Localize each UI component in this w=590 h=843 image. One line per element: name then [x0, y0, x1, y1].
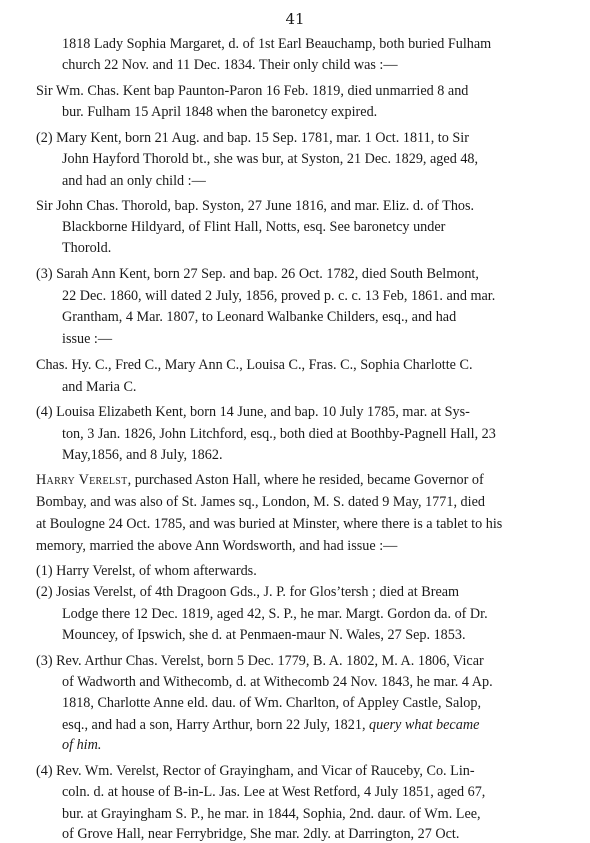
- text-line: issue :—: [62, 331, 113, 347]
- text-line: Chas. Hy. C., Fred C., Mary Ann C., Louisa C., Fras. C., Sophia Charlotte C.: [36, 357, 473, 373]
- line-text: 1818, Charlotte Anne eld. dau. of Wm. Charlton, of Appley Castle, Salop,: [62, 695, 481, 711]
- text-line: [62, 736, 101, 754]
- text-line: of Wadworth and Withecomb, d. at Withecomb 24 Nov. 1843, he mar. 4 Ap.: [62, 674, 493, 690]
- text-line: May,1856, and 8 July, 1862.: [62, 447, 223, 463]
- text-line: Sir Wm. Chas. Kent bap Paunton-Paron 16 Feb. 1819, died unmarried 8 and: [36, 83, 469, 99]
- text-line: memory, married the above Ann Wordsworth, and had issue :—: [36, 538, 398, 554]
- small-caps-name: Harry Verelst: [36, 472, 128, 488]
- text-line: (4) Louisa Elizabeth Kent, born 14 June, and bap. 10 July 1785, mar. at Sys-: [36, 404, 470, 420]
- text-line: bur. at Grayingham S. P., he mar. in 1844, Sophia, 2nd. daur. of Wm. Lee,: [62, 806, 481, 822]
- text-line: Grantham, 4 Mar. 1807, to Leonard Walbanke Childers, esq., and had: [62, 309, 457, 325]
- text-line: 22 Dec. 1860, will dated 2 July, 1856, proved p. c. c. 13 Feb, 1861. and mar.: [62, 288, 496, 304]
- text-line: 1818 Lady Sophia Margaret, d. of 1st Earl Beauchamp, both buried Fulham: [62, 36, 492, 52]
- text-line: church 22 Nov. and 11 Dec. 1834. Their only child was :—: [62, 57, 398, 73]
- text-line: (2) Josias Verelst, of 4th Dragoon Gds., J. P. for Glos’tersh ; died at Bream: [36, 584, 460, 600]
- text-line: Thorold.: [62, 240, 112, 256]
- line-text: esq., and had a son, Harry Arthur, born 22 July, 1821,: [62, 717, 370, 733]
- text-line: [62, 716, 479, 734]
- page-number: 41: [285, 10, 305, 28]
- text-line: ton, 3 Jan. 1826, John Litchford, esq., both died at Boothby-Pagnell Hall, 23: [62, 426, 496, 442]
- line-text: , purchased Aston Hall, where he resided, became Governor of: [127, 472, 484, 488]
- text-line: of Grove Hall, near Ferrybridge, She mar. 2dly. at Darrington, 27 Oct.: [62, 826, 460, 842]
- text-line: Lodge there 12 Dec. 1819, aged 42, S. P., he mar. Margt. Gordon da. of Dr.: [62, 606, 488, 622]
- text-line: Mouncey, of Ipswich, she d. at Penmaen-maur N. Wales, 27 Sep. 1853.: [62, 627, 466, 643]
- text-line: (3) Rev. Arthur Chas. Verelst, born 5 Dec. 1779, B. A. 1802, M. A. 1806, Vicar: [36, 653, 484, 669]
- italic-text: of him.: [62, 737, 102, 753]
- text-line: and Maria C.: [62, 379, 137, 395]
- text-line: bur. Fulham 15 April 1848 when the baronetcy expired.: [62, 104, 378, 120]
- text-line: and had an only child :—: [62, 173, 206, 189]
- text-line: (3) Sarah Ann Kent, born 27 Sep. and bap. 26 Oct. 1782, died South Belmont,: [36, 266, 479, 282]
- text-line: John Hayford Thorold bt., she was bur, at Syston, 21 Dec. 1829, aged 48,: [62, 151, 479, 167]
- text-line: Sir John Chas. Thorold, bap. Syston, 27 June 1816, and mar. Eliz. d. of Thos.: [36, 198, 475, 214]
- text-line: (1) Harry Verelst, of whom afterwards.: [36, 563, 257, 579]
- text-line: at Boulogne 24 Oct. 1785, and was buried at Minster, where there is a tablet to his: [36, 516, 503, 532]
- text-line: [62, 694, 481, 712]
- text-line: Bombay, and was also of St. James sq., London, M. S. dated 9 May, 1771, died: [36, 494, 485, 510]
- text-line: [36, 471, 484, 489]
- text-line: Blackborne Hildyard, of Flint Hall, Notts, esq. See baronetcy under: [62, 219, 446, 235]
- italic-text: query what became: [369, 717, 480, 733]
- text-line: coln. d. at house of B-in-L. Jas. Lee at West Retford, 4 July 1851, aged 67,: [62, 784, 486, 800]
- text-line: (2) Mary Kent, born 21 Aug. and bap. 15 Sep. 1781, mar. 1 Oct. 1811, to Sir: [36, 130, 469, 146]
- text-line: (4) Rev. Wm. Verelst, Rector of Grayingham, and Vicar of Rauceby, Co. Lin-: [36, 763, 475, 779]
